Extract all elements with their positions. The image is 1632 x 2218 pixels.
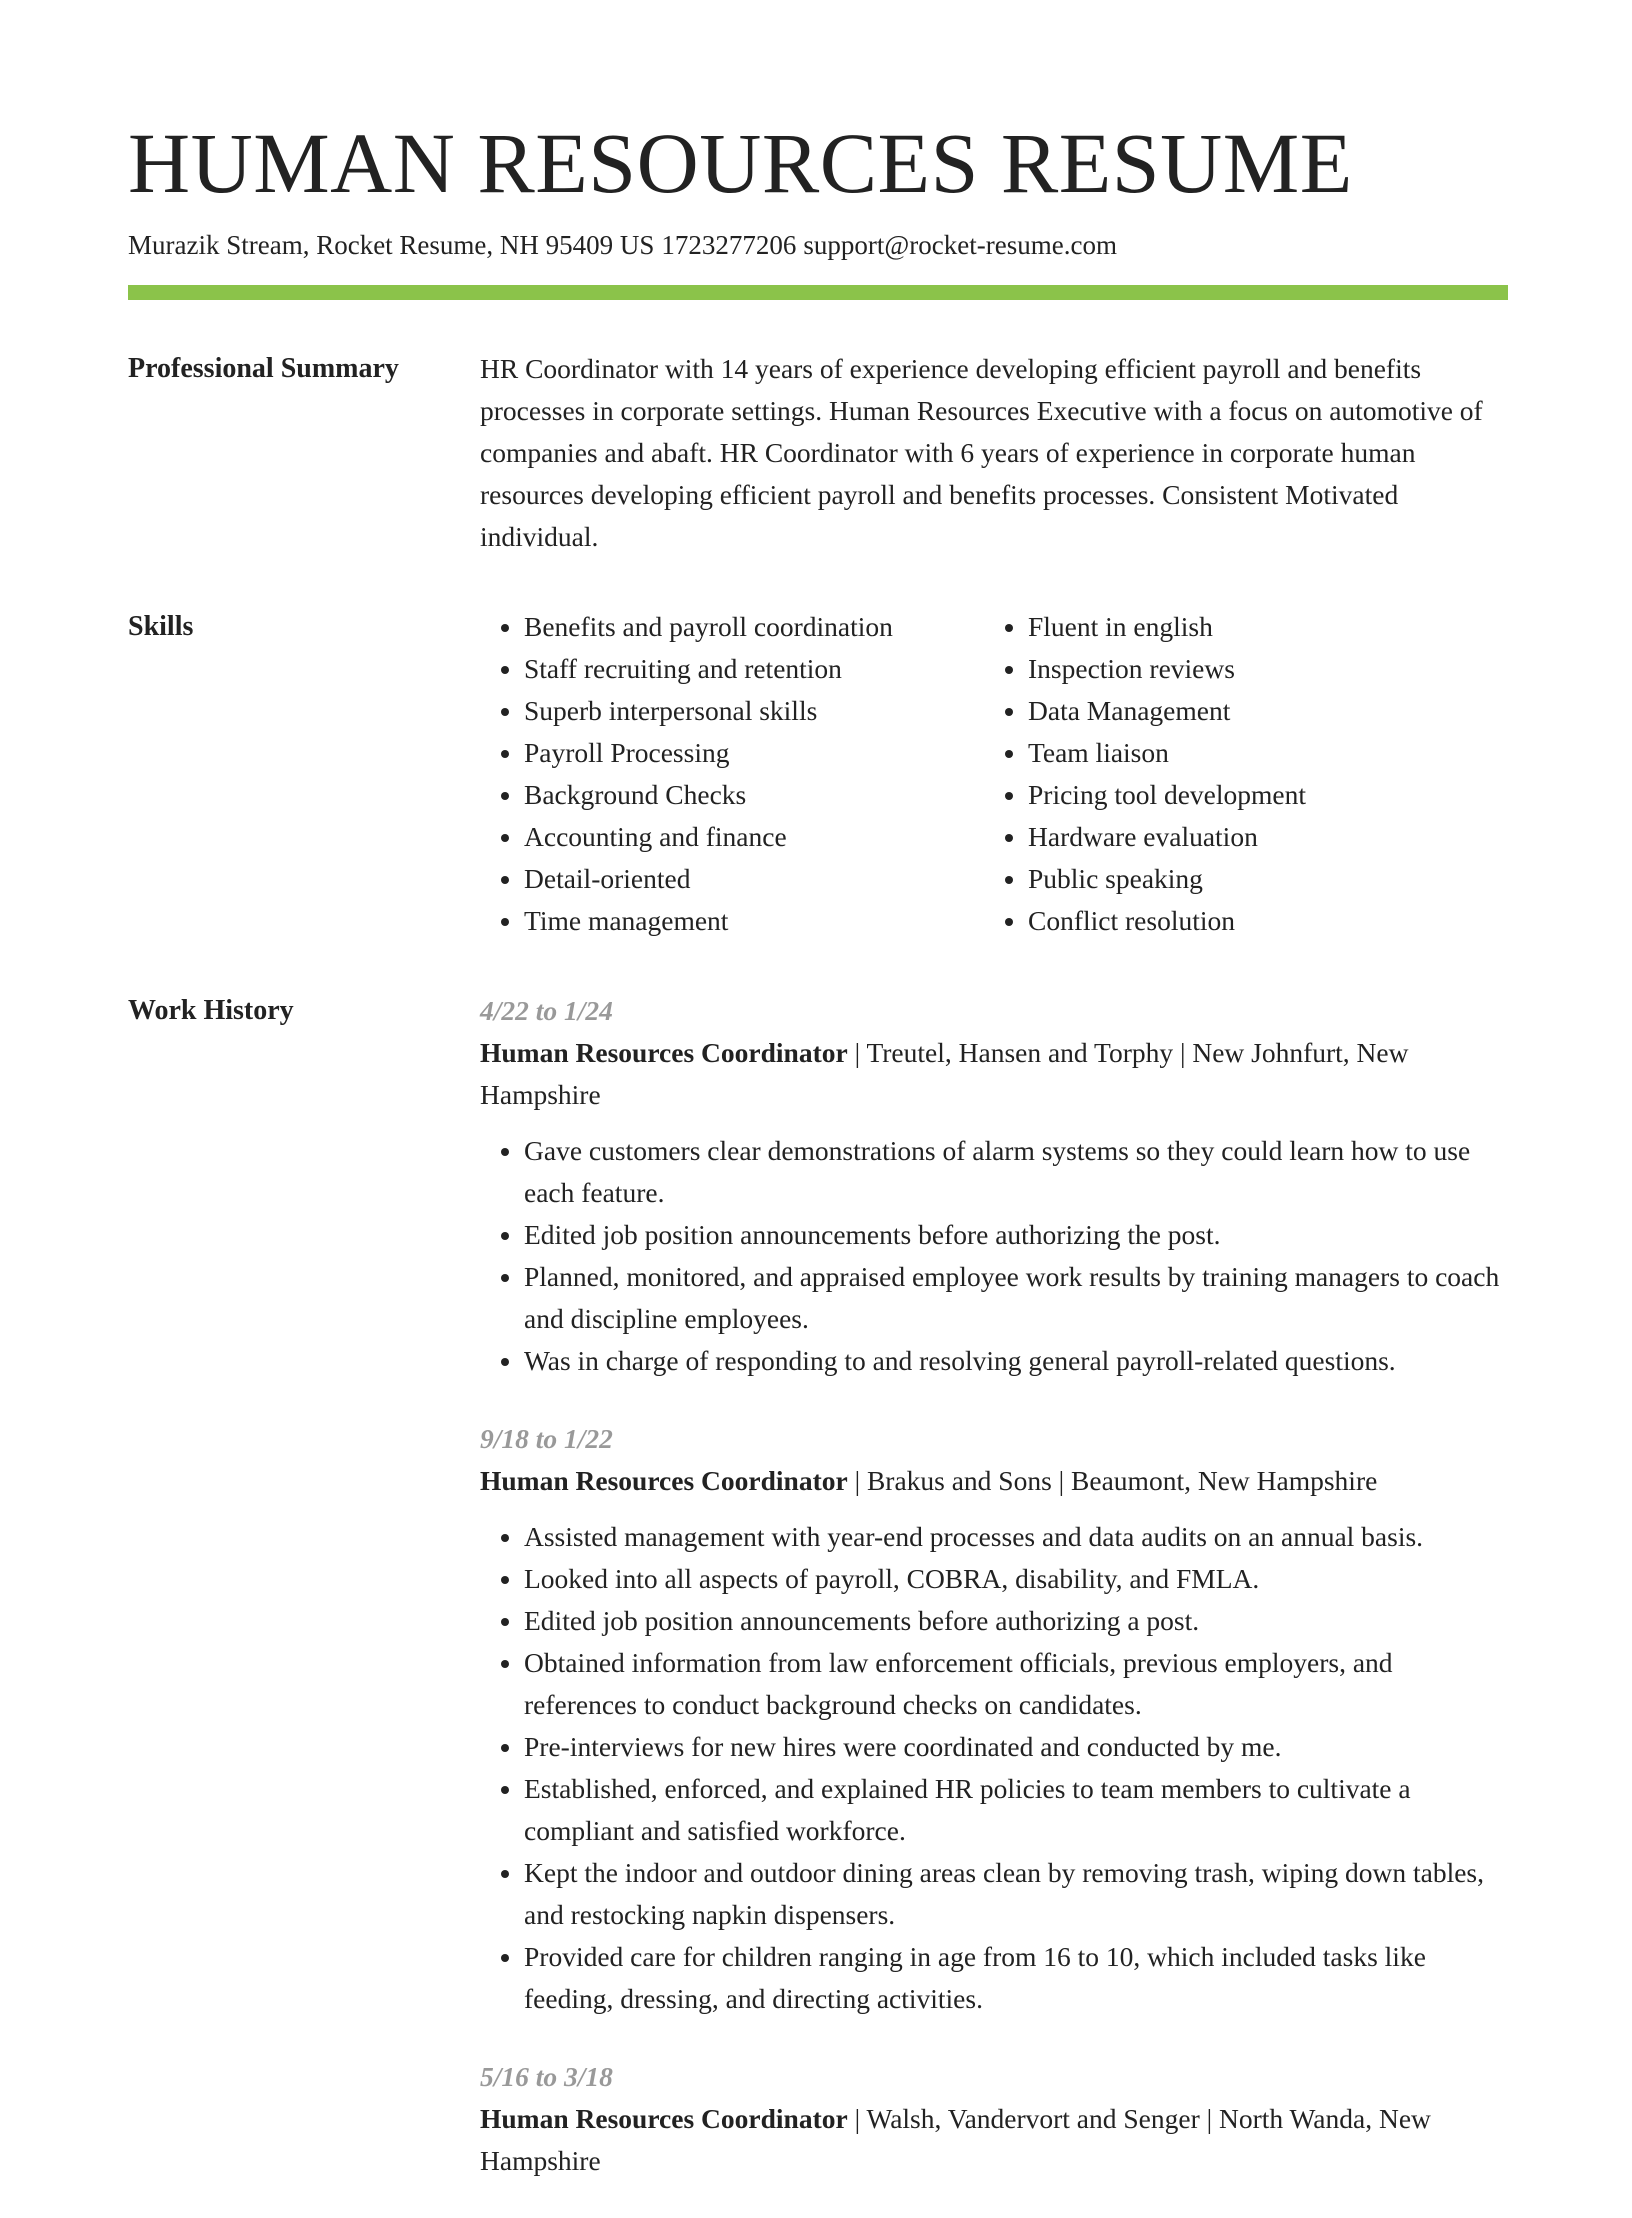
resume-title: HUMAN RESOURCES RESUME xyxy=(128,115,1353,211)
skill-item: • Benefits and payroll coordination xyxy=(524,606,984,648)
skill-item: • Public speaking xyxy=(1028,858,1306,900)
job-entry xyxy=(480,2056,1508,2182)
job-details: | Brakus and Sons | Beaumont, New Hampshire xyxy=(847,1465,1378,1497)
job-dates: 9/18 to 1/22 xyxy=(480,1423,613,1455)
work-history-section xyxy=(128,990,1508,2218)
job-bullet: • Obtained information from law enforcement officials, previous employers, and references to conduct background checks on candidates. xyxy=(524,1642,1508,1726)
skill-item: • Fluent in english xyxy=(1028,606,1306,648)
skill-item: • Conflict resolution xyxy=(1028,900,1306,942)
email: support@rocket-resume.com xyxy=(803,230,1117,260)
skills-column-1 xyxy=(480,606,984,942)
job-bullets xyxy=(480,1516,1508,2020)
summary-section xyxy=(128,348,1508,558)
job-bullet: • Edited job position announcements before authorizing the post. xyxy=(524,1214,1508,1256)
skill-item: • Inspection reviews xyxy=(1028,648,1306,690)
job-bullet: • Established, enforced, and explained HR policies to team members to cultivate a compliant and satisfied workforce. xyxy=(524,1768,1508,1852)
job-entry xyxy=(480,990,1508,1382)
job-role: Human Resources Coordinator xyxy=(480,1465,848,1497)
job-role: Human Resources Coordinator xyxy=(480,2103,848,2135)
skill-item: • Data Management xyxy=(1028,690,1306,732)
job-details: | Walsh, Vandervort and Senger | North Wanda, New Hampshire xyxy=(480,2103,1431,2177)
job-bullet: • Was in charge of responding to and resolving general payroll-related questions. xyxy=(524,1340,1508,1382)
skill-item: • Accounting and finance xyxy=(524,816,984,858)
job-entry xyxy=(480,1418,1508,2020)
skills-heading: Skills xyxy=(128,611,194,643)
job-bullet: • Kept the indoor and outdoor dining areas clean by removing trash, wiping down tables, and restocking napkin dispensers. xyxy=(524,1852,1508,1936)
skill-item: • Hardware evaluation xyxy=(1028,816,1306,858)
skill-item: • Superb interpersonal skills xyxy=(524,690,984,732)
skill-item: • Team liaison xyxy=(1028,732,1306,774)
job-bullets xyxy=(480,1130,1508,1382)
skill-item: • Background Checks xyxy=(524,774,984,816)
skill-item: • Payroll Processing xyxy=(524,732,984,774)
work-history-heading: Work History xyxy=(128,995,294,1027)
job-dates: 4/22 to 1/24 xyxy=(480,995,613,1027)
job-bullet: • Provided care for children ranging in age from 16 to 10, which included tasks like feeding, dressing, and directing activities. xyxy=(524,1936,1508,2020)
job-bullet: • Pre-interviews for new hires were coordinated and conducted by me. xyxy=(524,1726,1508,1768)
phone: 1723277206 xyxy=(661,230,797,260)
job-heading xyxy=(480,1460,1508,1502)
job-heading xyxy=(480,1032,1508,1116)
address: Murazik Stream, Rocket Resume, NH 95409 US xyxy=(128,230,655,260)
skills-column-2 xyxy=(984,606,1306,942)
job-heading xyxy=(480,2098,1508,2182)
job-dates: 5/16 to 3/18 xyxy=(480,2061,613,2093)
job-bullet: • Assisted management with year-end processes and data audits on an annual basis. xyxy=(524,1516,1508,1558)
skill-item: • Detail-oriented xyxy=(524,858,984,900)
skills-section xyxy=(128,606,1508,942)
job-bullet: • Looked into all aspects of payroll, COBRA, disability, and FMLA. xyxy=(524,1558,1508,1600)
contact-line xyxy=(128,228,1508,263)
job-bullet: • Gave customers clear demonstrations of alarm systems so they could learn how to use each feature. xyxy=(524,1130,1508,1214)
job-bullet: • Planned, monitored, and appraised employee work results by training managers to coach and discipline employees. xyxy=(524,1256,1508,1340)
skill-item: • Time management xyxy=(524,900,984,942)
skill-item: • Pricing tool development xyxy=(1028,774,1306,816)
summary-text: HR Coordinator with 14 years of experience developing efficient payroll and benefits processes in corporate settings. Human Resources Executive with a focus on automotive of companies and abaft. HR Coordinator with 6 years of experience in corporate human resources developing efficient payroll and benefits processes. Consistent Motivated individual. xyxy=(480,353,1483,553)
skill-item: • Staff recruiting and retention xyxy=(524,648,984,690)
job-bullet: • Edited job position announcements before authorizing a post. xyxy=(524,1600,1508,1642)
accent-divider xyxy=(128,285,1508,300)
job-details: | Treutel, Hansen and Torphy | New Johnfurt, New Hampshire xyxy=(480,1037,1409,1111)
summary-heading: Professional Summary xyxy=(128,353,399,385)
job-role: Human Resources Coordinator xyxy=(480,1037,848,1069)
